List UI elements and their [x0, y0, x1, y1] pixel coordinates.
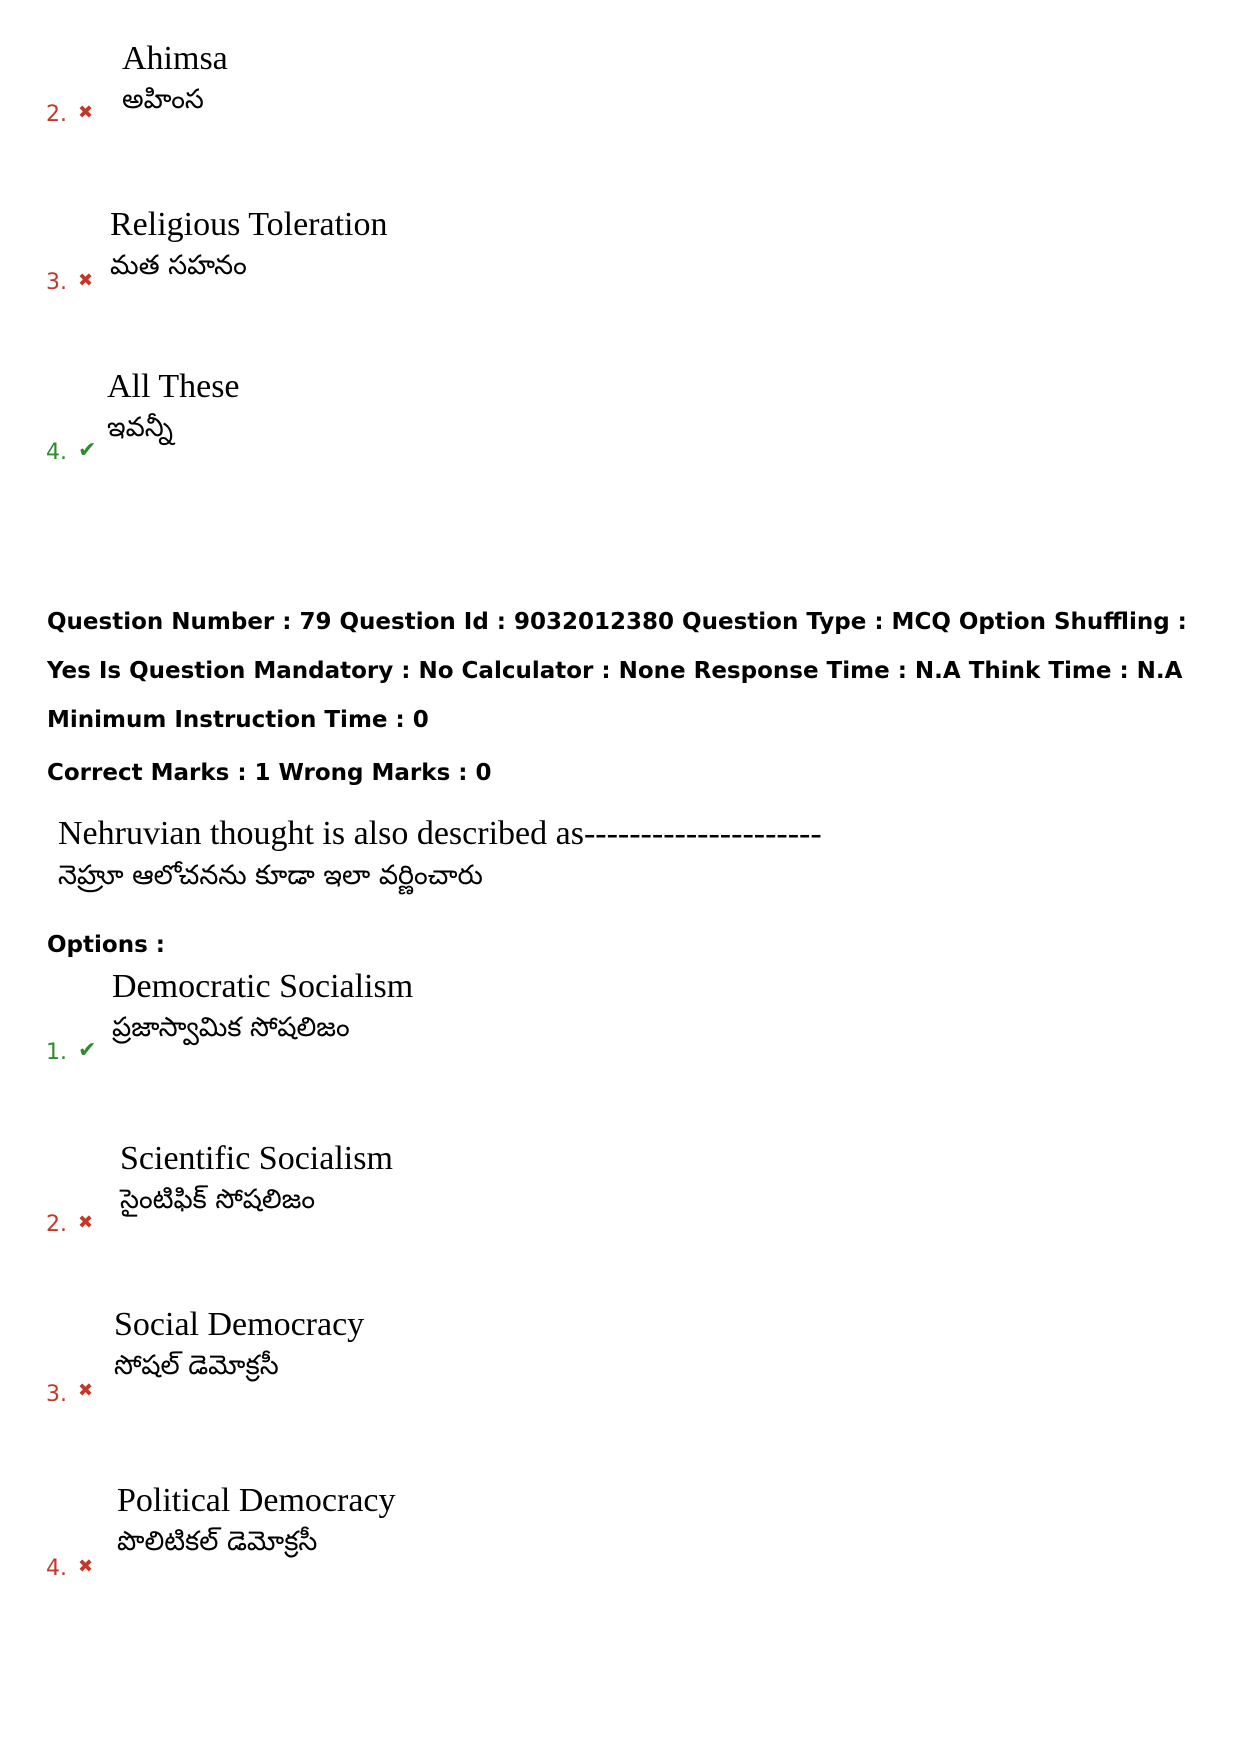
- option-text-te: పొలిటికల్ డెమోక్రసీ: [117, 1526, 318, 1557]
- option-text-te: ఇవన్నీ: [107, 412, 173, 443]
- option-text-en: All These: [107, 368, 240, 405]
- option-text-te: ప్రజాస్వామిక సోషలిజం: [112, 1012, 350, 1043]
- question-text-te: నెహ్రూ ఆలోచనను కూడా ఇలా వర్ణించారు: [58, 860, 483, 891]
- option-text-en: Political Democracy: [117, 1482, 396, 1519]
- cross-icon: ✖: [78, 1556, 94, 1577]
- cross-icon: ✖: [78, 1212, 94, 1233]
- option-number: 3.: [46, 1382, 67, 1407]
- option-text-en: Democratic Socialism: [112, 968, 414, 1005]
- option-text-te: మత సహనం: [110, 250, 247, 281]
- cross-icon: ✖: [78, 102, 94, 123]
- option-text-en: Ahimsa: [122, 40, 228, 77]
- question-meta: Question Number : 79 Question Id : 9032012380 Question Type : MCQ Option Shuffling : Yes Is Question Mandatory : No Calculator : None Response Time : N.A Think Time : N.A Minimum Instruction Time : 0: [47, 609, 1187, 733]
- option-number: 4.: [46, 1556, 67, 1581]
- option-number: 3.: [46, 270, 67, 295]
- option-text-en: Social Democracy: [114, 1306, 365, 1343]
- cross-icon: ✖: [78, 270, 94, 291]
- option-text-en: Scientific Socialism: [120, 1140, 393, 1177]
- option-text-te: సైంటిఫిక్ సోషలిజం: [120, 1184, 316, 1215]
- option-number: 4.: [46, 440, 67, 465]
- check-icon: ✔: [78, 438, 97, 463]
- option-number: 2.: [46, 1212, 67, 1237]
- option-text-en: Religious Toleration: [110, 206, 388, 243]
- option-number: 2.: [46, 102, 67, 127]
- question-text-en: Nehruvian thought is also described as---------------------: [58, 815, 822, 852]
- option-text-te: సోషల్ డెమోక్రసీ: [114, 1350, 279, 1381]
- options-label: Options :: [47, 932, 165, 958]
- option-text-te: అహింస: [122, 84, 204, 115]
- question-marks: Correct Marks : 1 Wrong Marks : 0: [47, 760, 492, 786]
- cross-icon: ✖: [78, 1380, 94, 1401]
- check-icon: ✔: [78, 1038, 97, 1063]
- option-number: 1.: [46, 1040, 67, 1065]
